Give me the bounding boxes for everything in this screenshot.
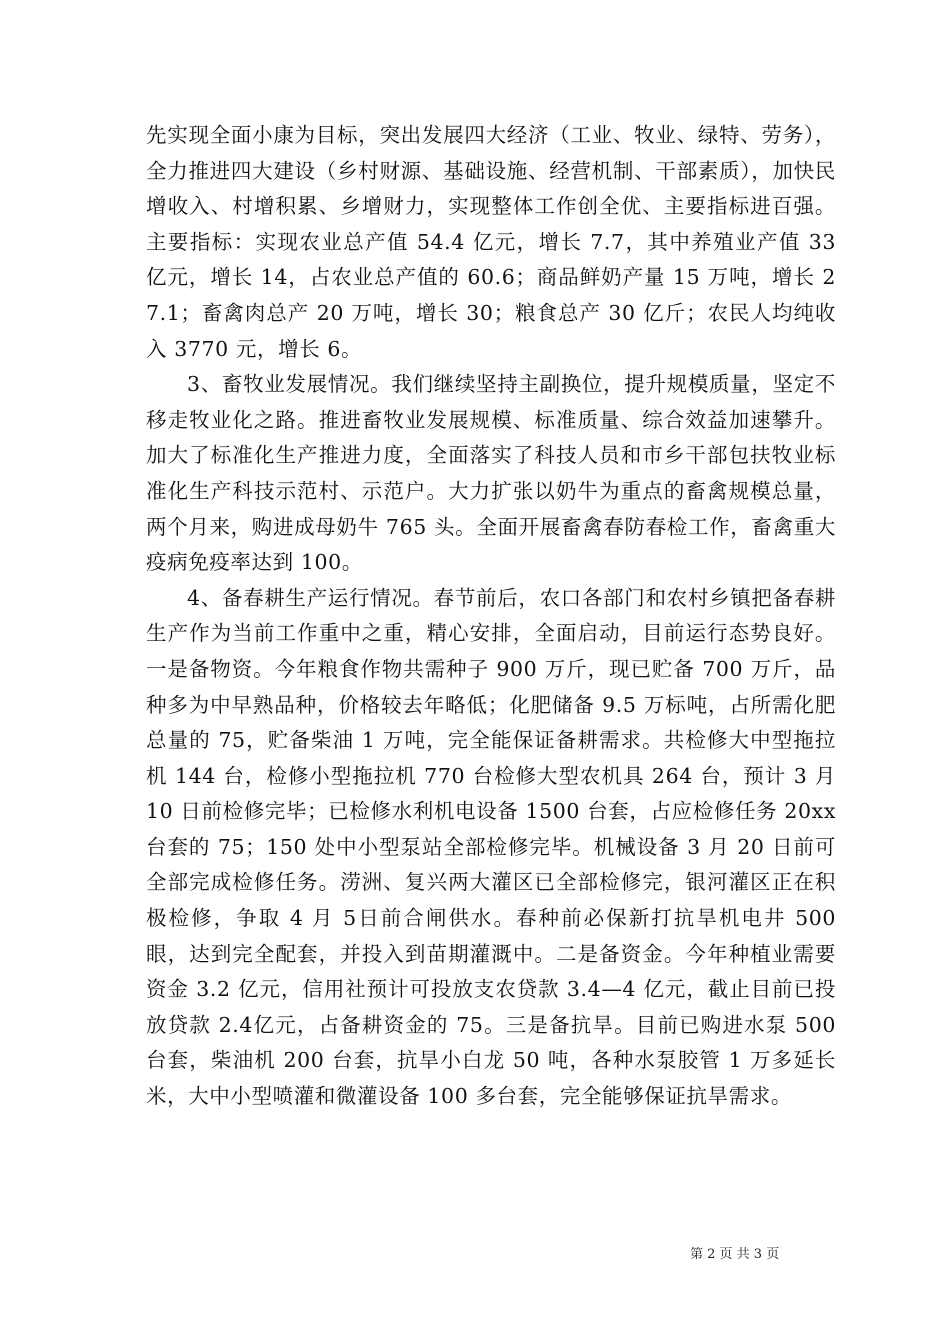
- paragraph-spring-plowing: 4、备春耕生产运行情况。春节前后，农口各部门和农村乡镇把备春耕生产作为当前工作重中之重，精心安排，全面启动，目前运行态势良好。一是备物资。今年粮食作物共需种子 900 万斤，现已贮备 700 万斤，品种多为中早熟品种，价格较去年略低；化肥储备 9.5 万标吨，占所需化肥总量的 75，贮备柴油 1 万吨，完全能保证备耕需求。共检修大中型拖拉机 144 台，检修小型拖拉机 770 台检修大型农机具 264 台，预计 3 月 10 日前检修完毕；已检修水利机电设备 1500 台套，占应检修任务 20xx 台套的 75；150 处中小型泵站全部检修完毕。机械设备 3 月 20 日前可全部完成检修任务。涝洲、复兴两大灌区已全部检修完，银河灌区正在积极检修，争取 4 月 5日前合闸供水。春种前必保新打抗旱机电井 500 眼，达到完全配套，并投入到苗期灌溉中。二是备资金。今年种植业需要资金 3.2 亿元，信用社预计可投放支农贷款 3.4—4 亿元，截止目前已投放贷款 2.4亿元，占备耕资金的 75。三是备抗旱。目前已购进水泵 500 台套，柴油机 200 台套，抗旱小白龙 50 吨，各种水泵胶管 1 万多延长米，大中小型喷灌和微灌设备 100 多台套，完全能够保证抗旱需求。: [146, 585, 844, 1109]
- page-number-footer: 第 2 页 共 3 页: [690, 1247, 780, 1262]
- paragraph-development-goals: 先实现全面小康为目标，突出发展四大经济（工业、牧业、绿特、劳务），全力推进四大建设（乡村财源、基础设施、经营机制、干部素质），加快民增收入、村增积累、乡增财力，实现整体工作创全优、主要指标进百强。主要指标：实现农业总产值 54.4 亿元，增长 7.7，其中养殖业产值 33 亿元，增长 14，占农业总产值的 60.6；商品鲜奶产量 15 万吨，增长 27.1；畜禽肉总产 20 万吨，增长 30；粮食总产 30 亿斤；农民人均纯收入 3770 元，增长 6。: [146, 123, 844, 361]
- document-body: [146, 118, 844, 1115]
- paragraph-animal-husbandry: 3、畜牧业发展情况。我们继续坚持主副换位，提升规模质量，坚定不移走牧业化之路。推进畜牧业发展规模、标准质量、综合效益加速攀升。加大了标准化生产推进力度，全面落实了科技人员和市乡干部包扶牧业标准化生产科技示范村、示范户。大力扩张以奶牛为重点的畜禽规模总量，两个月来，购进成母奶牛 765 头。全面开展畜禽春防春检工作，畜禽重大疫病免疫率达到 100。: [146, 372, 836, 575]
